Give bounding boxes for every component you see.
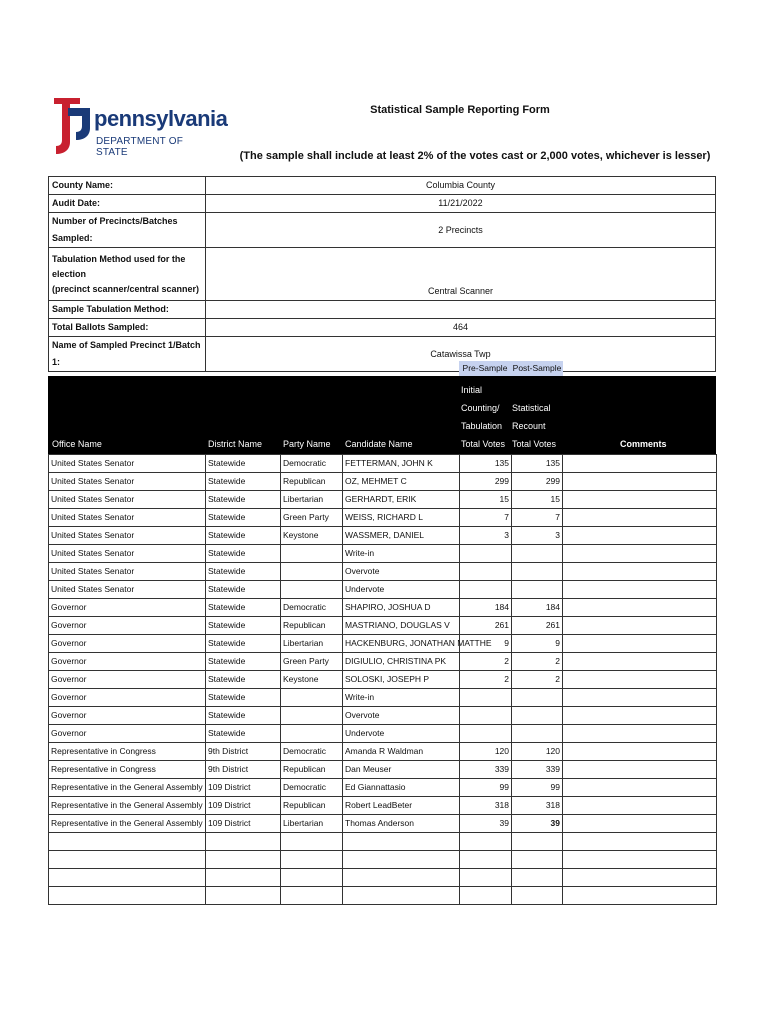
info-row-tabulation <box>49 248 716 301</box>
party-cell[interactable]: Democratic <box>281 779 343 797</box>
district-cell[interactable]: Statewide <box>206 491 281 509</box>
table-row <box>49 869 717 887</box>
precincts-value[interactable]: 2 Precincts <box>206 213 716 248</box>
candidate-cell[interactable]: SHAPIRO, JOSHUA D <box>343 599 460 617</box>
candidate-cell[interactable] <box>343 851 460 869</box>
sample-method-label: Sample Tabulation Method: <box>49 301 206 319</box>
initial-votes-cell[interactable]: 261 <box>460 617 512 635</box>
candidate-cell[interactable]: Write-in <box>343 545 460 563</box>
candidate-cell[interactable]: DIGIULIO, CHRISTINA PK <box>343 653 460 671</box>
recount-votes-cell[interactable] <box>512 851 563 869</box>
logo-department: DEPARTMENT OF STATE <box>96 136 184 158</box>
precinct-name-value[interactable]: Catawissa Twp <box>206 337 716 372</box>
recount-votes-cell[interactable]: 15 <box>512 491 563 509</box>
candidate-cell[interactable]: Robert LeadBeter <box>343 797 460 815</box>
office-cell[interactable]: Governor <box>49 617 206 635</box>
initial-votes-cell[interactable]: 135 <box>460 455 512 473</box>
recount-votes-cell[interactable]: 184 <box>512 599 563 617</box>
district-cell[interactable]: Statewide <box>206 689 281 707</box>
district-cell[interactable]: Statewide <box>206 617 281 635</box>
post-sample-label: Post-Sample <box>512 363 562 373</box>
district-cell[interactable] <box>206 887 281 905</box>
party-cell[interactable] <box>281 689 343 707</box>
table-row <box>49 833 717 851</box>
pa-department-of-state-logo <box>50 96 228 158</box>
county-label: County Name: <box>49 177 206 195</box>
table-row <box>49 779 717 797</box>
initial-votes-cell[interactable]: 39 <box>460 815 512 833</box>
initial-votes-cell[interactable]: 3 <box>460 527 512 545</box>
comments-cell[interactable] <box>563 797 717 815</box>
recount-votes-cell[interactable] <box>512 833 563 851</box>
candidate-cell[interactable]: OZ, MEHMET C <box>343 473 460 491</box>
header-candidate: Candidate Name <box>345 439 413 449</box>
form-title: Statistical Sample Reporting Form <box>370 104 550 116</box>
recount-votes-cell[interactable]: 39 <box>512 815 563 833</box>
office-cell[interactable]: Governor <box>49 653 206 671</box>
initial-votes-cell[interactable]: 2 <box>460 653 512 671</box>
initial-votes-cell[interactable] <box>460 563 512 581</box>
recount-votes-cell[interactable] <box>512 869 563 887</box>
initial-votes-cell[interactable]: 184 <box>460 599 512 617</box>
party-cell[interactable] <box>281 833 343 851</box>
district-cell[interactable]: 109 District <box>206 815 281 833</box>
table-row <box>49 671 717 689</box>
candidate-cell[interactable]: Ed Giannattasio <box>343 779 460 797</box>
initial-votes-cell[interactable] <box>460 833 512 851</box>
district-cell[interactable]: Statewide <box>206 473 281 491</box>
office-cell[interactable]: Representative in Congress <box>49 761 206 779</box>
district-cell[interactable]: 109 District <box>206 779 281 797</box>
table-row <box>49 815 717 833</box>
party-cell[interactable] <box>281 581 343 599</box>
district-cell[interactable]: Statewide <box>206 563 281 581</box>
comments-cell[interactable] <box>563 689 717 707</box>
initial-votes-cell[interactable] <box>460 869 512 887</box>
table-row <box>49 743 717 761</box>
office-cell[interactable]: United States Senator <box>49 545 206 563</box>
initial-votes-cell[interactable] <box>460 689 512 707</box>
comments-cell[interactable] <box>563 743 717 761</box>
recount-votes-cell[interactable] <box>512 581 563 599</box>
office-cell[interactable] <box>49 833 206 851</box>
header-recount-line-2: Recount <box>512 421 546 431</box>
comments-cell[interactable] <box>563 509 717 527</box>
info-row-precinct-name <box>49 337 716 372</box>
initial-votes-cell[interactable] <box>460 887 512 905</box>
comments-cell[interactable] <box>563 671 717 689</box>
initial-votes-cell[interactable]: 120 <box>460 743 512 761</box>
recount-votes-cell[interactable] <box>512 707 563 725</box>
comments-cell[interactable] <box>563 599 717 617</box>
recount-votes-cell[interactable]: 135 <box>512 455 563 473</box>
header-district: District Name <box>208 439 263 449</box>
header-initial-line-1: Initial <box>461 385 483 395</box>
table-row <box>49 761 717 779</box>
office-cell[interactable]: United States Senator <box>49 581 206 599</box>
info-row-precincts <box>49 213 716 248</box>
recount-votes-cell[interactable]: 120 <box>512 743 563 761</box>
table-row <box>49 545 717 563</box>
candidate-cell[interactable]: MASTRIANO, DOUGLAS V <box>343 617 460 635</box>
district-cell[interactable]: Statewide <box>206 527 281 545</box>
table-row <box>49 887 717 905</box>
party-cell[interactable]: Keystone <box>281 671 343 689</box>
office-cell[interactable]: Governor <box>49 599 206 617</box>
candidate-cell[interactable] <box>343 887 460 905</box>
party-cell[interactable]: Green Party <box>281 653 343 671</box>
initial-votes-cell[interactable]: 9 <box>460 635 512 653</box>
candidate-cell[interactable]: GERHARDT, ERIK <box>343 491 460 509</box>
party-cell[interactable]: Republican <box>281 797 343 815</box>
comments-cell[interactable] <box>563 581 717 599</box>
comments-cell[interactable] <box>563 851 717 869</box>
office-cell[interactable]: United States Senator <box>49 491 206 509</box>
party-cell[interactable]: Libertarian <box>281 491 343 509</box>
comments-cell[interactable] <box>563 635 717 653</box>
initial-votes-cell[interactable]: 15 <box>460 491 512 509</box>
recount-votes-cell[interactable]: 2 <box>512 671 563 689</box>
recount-votes-cell[interactable]: 9 <box>512 635 563 653</box>
sample-labels <box>459 361 563 376</box>
comments-cell[interactable] <box>563 491 717 509</box>
office-cell[interactable]: Governor <box>49 689 206 707</box>
office-cell[interactable]: United States Senator <box>49 509 206 527</box>
table-row <box>49 725 717 743</box>
pre-sample-label: Pre-Sample <box>462 363 508 373</box>
header-recount-line-3: Total Votes <box>512 439 557 449</box>
party-cell[interactable] <box>281 869 343 887</box>
initial-votes-cell[interactable] <box>460 581 512 599</box>
header-party: Party Name <box>283 439 331 449</box>
table-row <box>49 635 717 653</box>
county-value[interactable]: Columbia County <box>206 177 716 195</box>
recount-votes-cell[interactable] <box>512 725 563 743</box>
candidate-cell[interactable]: Overvote <box>343 563 460 581</box>
candidate-cell[interactable]: FETTERMAN, JOHN K <box>343 455 460 473</box>
initial-votes-cell[interactable]: 299 <box>460 473 512 491</box>
info-row-sample-method <box>49 301 716 319</box>
candidate-cell[interactable]: HACKENBURG, JONATHAN MATTHE <box>343 635 460 653</box>
district-cell[interactable]: Statewide <box>206 635 281 653</box>
audit-date-label: Audit Date: <box>49 195 206 213</box>
header-recount-line-1: Statistical <box>512 403 551 413</box>
recount-votes-cell[interactable]: 2 <box>512 653 563 671</box>
office-cell[interactable]: Governor <box>49 635 206 653</box>
initial-votes-cell[interactable]: 99 <box>460 779 512 797</box>
comments-cell[interactable] <box>563 887 717 905</box>
office-cell[interactable]: United States Senator <box>49 563 206 581</box>
office-cell[interactable]: Governor <box>49 671 206 689</box>
tabulation-label-line-1: Tabulation Method used for the election <box>52 253 186 279</box>
party-cell[interactable]: Republican <box>281 473 343 491</box>
comments-cell[interactable] <box>563 653 717 671</box>
office-cell[interactable]: Representative in Congress <box>49 743 206 761</box>
recount-votes-cell[interactable]: 299 <box>512 473 563 491</box>
district-cell[interactable]: Statewide <box>206 707 281 725</box>
district-cell[interactable]: Statewide <box>206 509 281 527</box>
office-cell[interactable]: United States Senator <box>49 473 206 491</box>
initial-votes-cell[interactable] <box>460 725 512 743</box>
comments-cell[interactable] <box>563 815 717 833</box>
office-cell[interactable] <box>49 887 206 905</box>
table-row <box>49 851 717 869</box>
recount-votes-cell[interactable]: 318 <box>512 797 563 815</box>
party-cell[interactable]: Keystone <box>281 527 343 545</box>
district-cell[interactable]: 9th District <box>206 743 281 761</box>
recount-votes-cell[interactable]: 339 <box>512 761 563 779</box>
table-row <box>49 707 717 725</box>
comments-cell[interactable] <box>563 455 717 473</box>
party-cell[interactable] <box>281 707 343 725</box>
recount-votes-cell[interactable] <box>512 563 563 581</box>
recount-votes-cell[interactable]: 3 <box>512 527 563 545</box>
district-cell[interactable]: Statewide <box>206 545 281 563</box>
party-cell[interactable] <box>281 887 343 905</box>
comments-cell[interactable] <box>563 779 717 797</box>
candidate-cell[interactable]: Overvote <box>343 707 460 725</box>
candidate-cell[interactable]: Undervote <box>343 725 460 743</box>
district-cell[interactable]: Statewide <box>206 653 281 671</box>
tabulation-label <box>49 248 206 301</box>
table-row <box>49 509 717 527</box>
district-cell[interactable]: Statewide <box>206 581 281 599</box>
audit-info-table <box>48 176 716 372</box>
candidate-cell[interactable]: Amanda R Waldman <box>343 743 460 761</box>
party-cell[interactable]: Republican <box>281 761 343 779</box>
district-cell[interactable]: Statewide <box>206 671 281 689</box>
candidate-cell[interactable]: Undervote <box>343 581 460 599</box>
table-row <box>49 473 717 491</box>
recount-votes-cell[interactable] <box>512 887 563 905</box>
results-table <box>48 454 717 905</box>
table-row <box>49 581 717 599</box>
info-row-county <box>49 177 716 195</box>
table-row <box>49 563 717 581</box>
district-cell[interactable]: 109 District <box>206 797 281 815</box>
results-header <box>48 376 716 454</box>
initial-votes-cell[interactable]: 7 <box>460 509 512 527</box>
comments-cell[interactable] <box>563 527 717 545</box>
recount-votes-cell[interactable] <box>512 545 563 563</box>
office-cell[interactable] <box>49 851 206 869</box>
candidate-cell[interactable] <box>343 833 460 851</box>
header-initial-line-2: Counting/ <box>461 403 500 413</box>
initial-votes-cell[interactable] <box>460 851 512 869</box>
initial-votes-cell[interactable]: 339 <box>460 761 512 779</box>
info-row-ballots <box>49 319 716 337</box>
initial-votes-cell[interactable] <box>460 545 512 563</box>
recount-votes-cell[interactable]: 7 <box>512 509 563 527</box>
keystone-logo-icon <box>50 96 94 156</box>
header-initial-line-3: Tabulation <box>461 421 503 431</box>
comments-cell[interactable] <box>563 833 717 851</box>
recount-votes-cell[interactable] <box>512 689 563 707</box>
candidate-cell[interactable] <box>343 869 460 887</box>
table-row <box>49 491 717 509</box>
candidate-cell[interactable]: WASSMER, DANIEL <box>343 527 460 545</box>
party-cell[interactable]: Democratic <box>281 455 343 473</box>
comments-cell[interactable] <box>563 473 717 491</box>
party-cell[interactable]: Democratic <box>281 599 343 617</box>
comments-cell[interactable] <box>563 761 717 779</box>
office-cell[interactable]: Representative in the General Assembly <box>49 815 206 833</box>
district-cell[interactable] <box>206 869 281 887</box>
initial-votes-cell[interactable]: 318 <box>460 797 512 815</box>
comments-cell[interactable] <box>563 707 717 725</box>
comments-cell[interactable] <box>563 545 717 563</box>
district-cell[interactable]: 9th District <box>206 761 281 779</box>
header-office: Office Name <box>52 439 102 449</box>
office-cell[interactable] <box>49 869 206 887</box>
party-cell[interactable]: Republican <box>281 617 343 635</box>
district-cell[interactable]: Statewide <box>206 599 281 617</box>
audit-date-value[interactable]: 11/21/2022 <box>206 195 716 213</box>
party-cell[interactable] <box>281 563 343 581</box>
table-row <box>49 455 717 473</box>
table-row <box>49 599 717 617</box>
sample-method-value[interactable] <box>206 301 716 319</box>
party-cell[interactable] <box>281 851 343 869</box>
office-cell[interactable]: Governor <box>49 725 206 743</box>
initial-votes-cell[interactable] <box>460 707 512 725</box>
comments-cell[interactable] <box>563 617 717 635</box>
office-cell[interactable]: Representative in the General Assembly <box>49 779 206 797</box>
office-cell[interactable]: United States Senator <box>49 527 206 545</box>
candidate-cell[interactable]: Write-in <box>343 689 460 707</box>
district-cell[interactable] <box>206 833 281 851</box>
candidate-cell[interactable]: SOLOSKI, JOSEPH P <box>343 671 460 689</box>
office-cell[interactable]: Representative in the General Assembly <box>49 797 206 815</box>
party-cell[interactable]: Libertarian <box>281 635 343 653</box>
table-row <box>49 689 717 707</box>
ballots-label: Total Ballots Sampled: <box>49 319 206 337</box>
precinct-name-label: Name of Sampled Precinct 1/Batch 1: <box>49 337 206 372</box>
office-cell[interactable]: Governor <box>49 707 206 725</box>
header-initial-line-4: Total Votes <box>461 439 506 449</box>
comments-cell[interactable] <box>563 725 717 743</box>
recount-votes-cell[interactable]: 261 <box>512 617 563 635</box>
tabulation-label-line-2: (precinct scanner/central scanner) <box>52 283 200 294</box>
initial-votes-cell[interactable]: 2 <box>460 671 512 689</box>
party-cell[interactable] <box>281 725 343 743</box>
ballots-value[interactable]: 464 <box>206 319 716 337</box>
logo-wordmark: pennsylvania <box>94 106 228 131</box>
district-cell[interactable]: Statewide <box>206 725 281 743</box>
table-row <box>49 617 717 635</box>
precincts-label: Number of Precincts/Batches Sampled: <box>49 213 206 248</box>
candidate-cell[interactable]: Thomas Anderson <box>343 815 460 833</box>
party-cell[interactable] <box>281 545 343 563</box>
party-cell[interactable]: Green Party <box>281 509 343 527</box>
office-cell[interactable]: United States Senator <box>49 455 206 473</box>
header-comments: Comments <box>620 439 667 449</box>
table-row <box>49 527 717 545</box>
info-row-audit-date <box>49 195 716 213</box>
candidate-cell[interactable]: WEISS, RICHARD L <box>343 509 460 527</box>
recount-votes-cell[interactable]: 99 <box>512 779 563 797</box>
table-row <box>49 797 717 815</box>
form-note: (The sample shall include at least 2% of the votes cast or 2,000 votes, whichever is lesser) <box>239 150 711 162</box>
district-cell[interactable]: Statewide <box>206 455 281 473</box>
party-cell[interactable]: Libertarian <box>281 815 343 833</box>
candidate-cell[interactable]: Dan Meuser <box>343 761 460 779</box>
table-row <box>49 653 717 671</box>
district-cell[interactable] <box>206 851 281 869</box>
party-cell[interactable]: Democratic <box>281 743 343 761</box>
comments-cell[interactable] <box>563 563 717 581</box>
tabulation-value[interactable]: Central Scanner <box>206 248 716 301</box>
comments-cell[interactable] <box>563 869 717 887</box>
